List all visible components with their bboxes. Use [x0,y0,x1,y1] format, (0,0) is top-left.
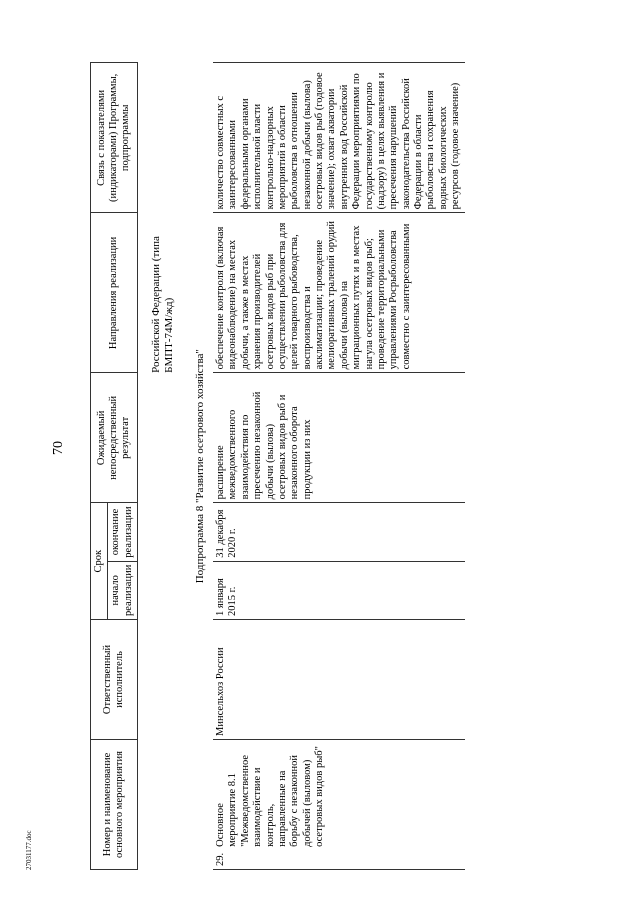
rotated-table-sheet [20,30,620,870]
subprogram-title: Подпрограмма 8 "Развитие осетрового хозяйства" [194,349,207,584]
measures-table [90,62,465,870]
row-start: 1 января 2015 г. [213,561,465,619]
carryover-text: Российской Федерации (типа БМПТ-74М/жд) [150,236,176,373]
row-executor: Минсельхоз России [213,620,465,740]
header-result: Ожидаемый непосредственный результат [91,373,138,503]
header-link: Связь с показателями (индикаторами) Программы, подпрограммы [91,63,138,213]
row-link: количество совместных с заинтересованными федеральными органами исполнительной власти контрольно-надзорных мероприятий в области рыболовства в отношении незаконной добычи (вылова) осетровых видов рыб (годовое значение); охват акватории внутренних вод Российской Федерации мероприятиями по государственному контролю (надзору) в целях выявления и пресечения нарушений законодательства Российской Федерации в области рыболовства и сохранения водных биологических ресурсов (годовое значение) [213,63,465,213]
header-end: окончание реализации [108,503,138,561]
page-number: 70 [51,441,66,455]
header-number-name: Номер и наименование основного мероприятия [91,740,138,870]
document-code: 27031177.doc [25,830,33,870]
row-end: 31 декабря 2020 г. [213,503,465,561]
header-start: начало реализации [108,561,138,619]
header-directions: Направления реализации [91,213,138,373]
row-number: 29. [215,852,227,866]
row-result: расширение межведомственного взаимодействия по пресечению незаконной добычи (вылова) осетровых видов рыб и незаконного оборота продукции из них [213,373,465,503]
row-directions: обеспечение контроля (включая видеонаблюдение) на местах добычи, а также в местах хранения производителей осетровых видов рыб при осуществлении рыболовства для целей товарного рыбоводства, воспроизводства и акклиматизации; проведение мелиоративных тралений орудий добычи (вылова) на миграционных путях и в местах нагула осетровых видов рыб; проведение территориальными управлениями Росрыболовства совместно с заинтересованными [213,213,465,373]
header-executor: Ответственный исполнитель [91,620,138,740]
table-row [213,63,465,870]
row-name: Основное мероприятие 8.1 "Межведомственное взаимодействие и контроль, направленные на борьбу с незаконной добычей (выловом) осетровых видов рыб" [215,746,326,847]
header-term: Срок [91,503,108,620]
